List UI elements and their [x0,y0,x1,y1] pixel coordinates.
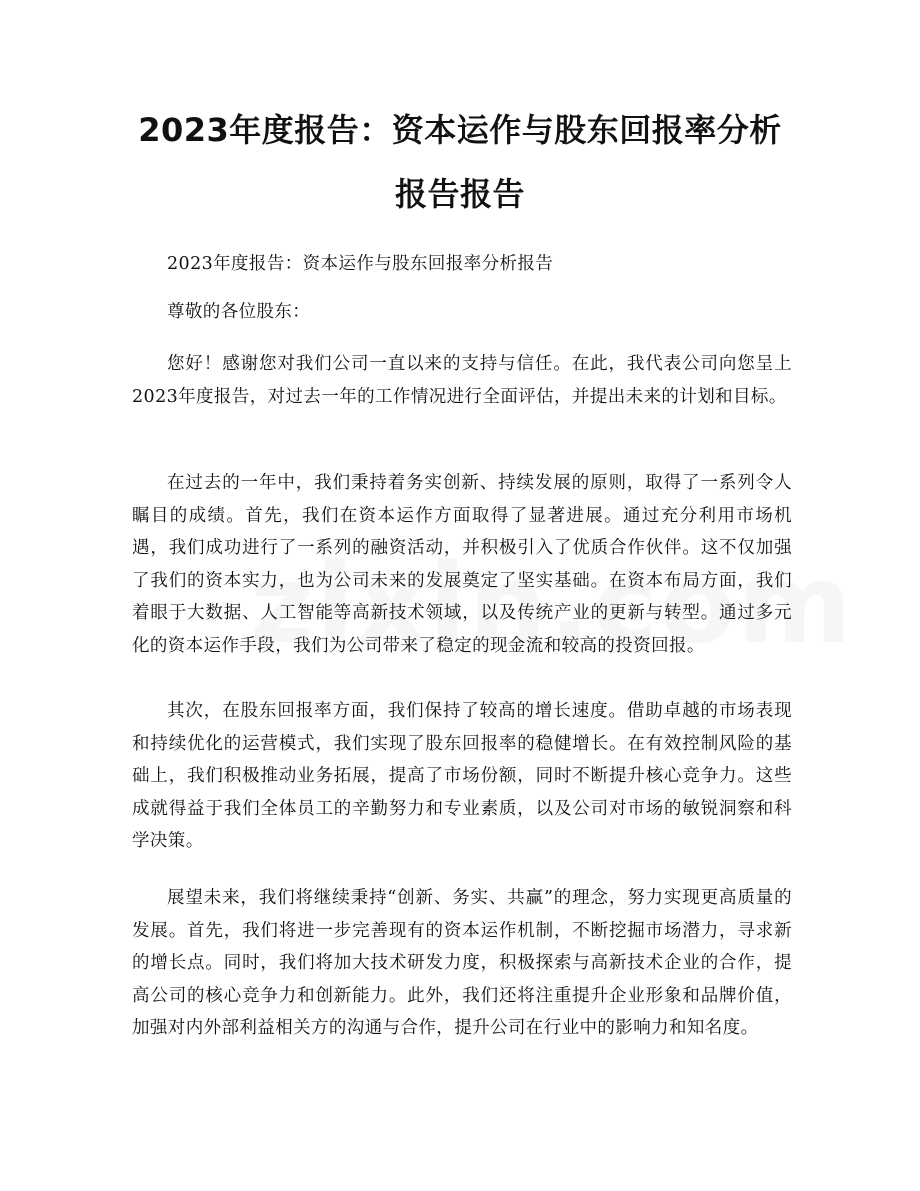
document-title-line-1: 2023年度报告：资本运作与股东回报率分析 [138,111,782,149]
document-title-line-2: 报告报告 [394,175,525,213]
shareholder-return-paragraph: 其次，在股东回报率方面，我们保持了较高的增长速度。借助卓越的市场表现和持续优化的运营模式，我们实现了股东回报率的稳健增长。在有效控制风险的基础上，我们积极推动业务拓展，提高了市场份额，同时不断提升核心竞争力。这些成就得益于我们全体员工的辛勤努力和专业素质，以及公司对市场的敏锐洞察和科学决策。 [132,701,792,851]
intro-paragraph: 您好！感谢您对我们公司一直以来的支持与信任。在此，我代表公司向您呈上2023年度报告，对过去一年的工作情况进行全面评估，并提出未来的计划和目标。 [132,354,792,407]
subtitle-paragraph: 2023年度报告：资本运作与股东回报率分析报告 [167,254,554,274]
salutation-paragraph: 尊敬的各位股东： [167,302,311,322]
outlook-paragraph: 展望未来，我们将继续秉持“创新、务实、共赢”的理念，努力实现更高质量的发展。首先，我们将进一步完善现有的资本运作机制，不断挖掘市场潜力，寻求新的增长点。同时，我们将加大技术研发力度，积极探索与高新技术企业的合作，提高公司的核心竞争力和创新能力。此外，我们还将注重提升企业形象和品牌价值，加强对内外部利益相关方的沟通与合作，提升公司在行业中的影响力和知名度。 [132,888,792,1038]
capital-operation-paragraph: 在过去的一年中，我们秉持着务实创新、持续发展的原则，取得了一系列令人瞩目的成绩。首先，我们在资本运作方面取得了显著进展。通过充分利用市场机遇，我们成功进行了一系列的融资活动，并积极引入了优质合作伙伴。这不仅加强了我们的资本实力，也为公司未来的发展奠定了坚实基础。在资本布局方面，我们着眼于大数据、人工智能等高新技术领域，以及传统产业的更新与转型。通过多元化的资本运作手段，我们为公司带来了稳定的现金流和较高的投资回报。 [132,473,792,656]
